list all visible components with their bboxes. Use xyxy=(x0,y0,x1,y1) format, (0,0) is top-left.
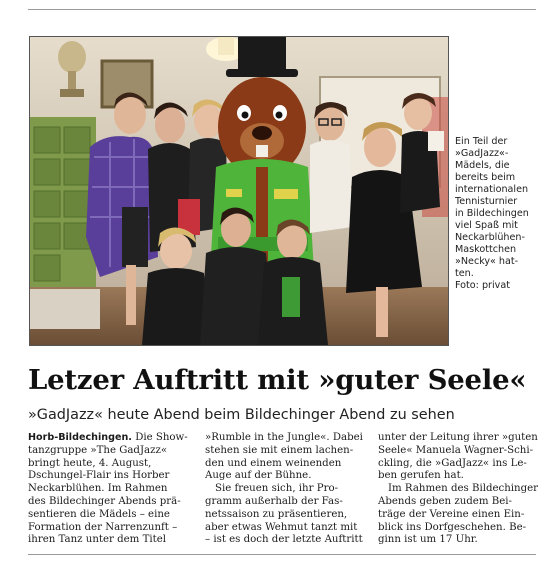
body-line: Seele« Manuela Wagner-Schi- xyxy=(378,444,534,456)
article-headline: Letzer Auftritt mit »guter Seele« xyxy=(28,364,527,396)
caption-line: viel Spaß mit xyxy=(455,220,518,231)
body-line: Formation der Narrenzunft – xyxy=(28,521,178,533)
body-line: den und einem weinenden xyxy=(205,457,342,469)
body-line: – ist es doch der letzte Auftritt xyxy=(205,534,363,546)
body-column-2 xyxy=(205,432,370,547)
caption-line: Mädels, die xyxy=(455,160,510,171)
body-column-3 xyxy=(378,432,538,547)
body-line: Dschungel-Flair ins Horber xyxy=(28,470,170,482)
caption-line: »GadJazz«- xyxy=(455,148,509,159)
caption-line: internationalen xyxy=(455,184,529,195)
body-line: ihren Tanz unter dem Titel xyxy=(28,534,166,546)
body-line: gramm außerhalb der Fas- xyxy=(205,495,343,507)
body-line: sentieren die Mädels – eine xyxy=(28,508,170,520)
body-line: Neckarblühen. Im Rahmen xyxy=(28,483,168,495)
body-line: Abends geben zudem Bei- xyxy=(378,495,512,507)
bottom-rule xyxy=(28,554,536,555)
caption-line: »Necky« hat- xyxy=(455,256,519,267)
body-line: tanzgruppe »The GadJazz« xyxy=(28,444,168,456)
body-line: blick ins Dorfgeschehen. Be- xyxy=(378,521,527,533)
body-line: »Rumble in the Jungle«. Dabei xyxy=(205,432,363,443)
body-line: Sie freuen sich, ihr Pro- xyxy=(215,483,339,495)
body-line xyxy=(28,432,194,445)
body-line: Auge auf der Bühne. xyxy=(205,470,312,482)
caption-line: in Bildechingen xyxy=(455,208,529,219)
caption-line: Ein Teil der xyxy=(455,136,508,147)
body-line: des Bildechinger Abends prä- xyxy=(28,495,181,507)
body-line: netssaison zu präsentieren, xyxy=(205,508,348,520)
article-subheadline: »GadJazz« heute Abend beim Bildechinger Abend zu sehen xyxy=(28,407,455,423)
photo-caption xyxy=(455,136,541,292)
body-line: stehen sie mit einem lachen- xyxy=(205,444,354,456)
caption-line: Neckarblühen- xyxy=(455,232,525,243)
body-line-text: Die Show- xyxy=(131,432,188,443)
news-photo xyxy=(29,36,449,346)
caption-line: Maskottchen xyxy=(455,244,517,255)
group-photo-icon xyxy=(30,37,448,345)
body-line: träge der Vereine einen Ein- xyxy=(378,508,525,520)
body-line: ben gerufen hat. xyxy=(378,470,464,482)
body-column-1 xyxy=(28,432,194,547)
body-line: ckling, die »GadJazz« ins Le- xyxy=(378,457,527,469)
body-line: aber etwas Wehmut tanzt mit xyxy=(205,521,358,533)
caption-line: Tennisturnier xyxy=(455,196,518,207)
body-line: unter der Leitung ihrer »guten xyxy=(378,432,538,443)
top-rule xyxy=(28,9,536,10)
body-line: ginn ist um 17 Uhr. xyxy=(378,534,478,546)
body-line: bringt heute, 4. August, xyxy=(28,457,152,469)
caption-line: bereits beim xyxy=(455,172,516,183)
dateline: Horb-Bildechingen. xyxy=(28,432,132,443)
body-line: Im Rahmen des Bildechinger xyxy=(388,483,539,495)
photo-credit: Foto: privat xyxy=(455,280,510,291)
caption-line: ten. xyxy=(455,268,474,279)
